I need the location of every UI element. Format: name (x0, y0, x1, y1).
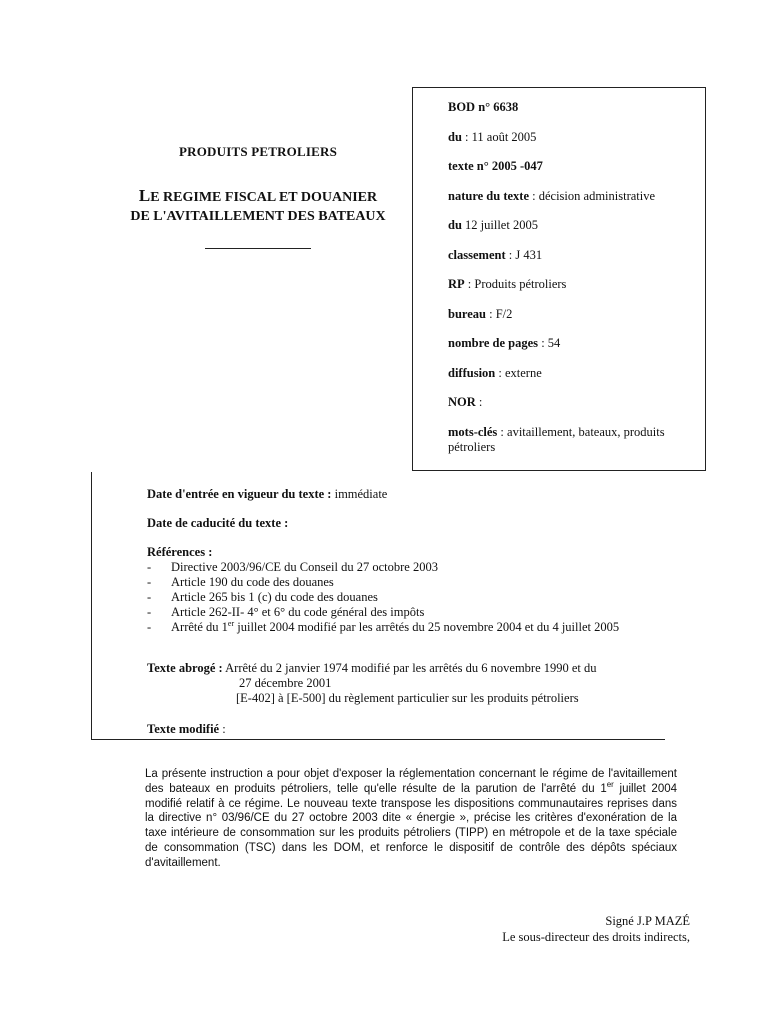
bod-date-value: : 11 août 2005 (461, 129, 537, 144)
references-heading (147, 545, 687, 560)
abrogated-line-2: 27 décembre 2001 (239, 676, 332, 690)
bod-nature (448, 189, 693, 204)
bod-pages-label: nombre de pages (448, 336, 539, 350)
reference-superscript: er (227, 618, 235, 628)
bod-diffusion-label: diffusion (448, 365, 496, 380)
bod-rp-value: : Produits pétroliers (464, 277, 567, 291)
intro-part-2: juillet 2004 modifié relatif à ce régime. Le nouveau texte transpose les dispositions communautaires reprises dans la directive n° 03/96/CE du 27 octobre 2003 dite « énergie », précise les critères d'exonération de la taxe intérieure de consommation sur les produits pétroliers (TIPP) en métropole et de la taxe spéciale de consommation (TSC) dans les DOM, et renforce le dispositif de contrôle des dépôts spéciaux d'avitaillement. (145, 782, 678, 869)
bod-pages (448, 336, 693, 351)
abrogated-label: Texte abrogé : (147, 661, 223, 675)
bod-diffusion-value: : externe (495, 365, 542, 380)
list-item: - Article 262-II- 4° et 6° du code général des impôts (147, 605, 425, 619)
abrogated-line-3: [E-402] à [E-500] du règlement particulier sur les produits pétroliers (236, 691, 579, 705)
title-initial: L (138, 186, 151, 205)
bod-bureau-label: bureau (448, 306, 486, 321)
bod-date-label: du (448, 129, 462, 144)
bod-nor (448, 395, 693, 410)
document-category: PRODUITS PETROLIERS (178, 144, 338, 159)
bod-bureau-value: : F/2 (485, 306, 513, 321)
reference-text: Article 262-II- 4° et 6° du code général des impôts (171, 605, 425, 619)
bod-nor-value: : (475, 395, 483, 409)
reference-text (171, 620, 619, 635)
signature-block (502, 913, 690, 945)
bod-keywords (448, 425, 693, 455)
entry-date-value: immédiate (331, 487, 388, 501)
intro-part-1: La présente instruction a pour objet d'exposer la réglementation concernant le régime de l'avitaillement des bateaux en produits pétroliers, telle qu'elle résulte de la parution de l'arrêté du 1 (145, 768, 677, 795)
bod-classement-value: : J 431 (505, 247, 543, 262)
bod-keywords-label: mots-clés (448, 424, 498, 439)
bod-nature-value: : décision administrative (529, 188, 656, 203)
expiry-date-label: Date de caducité du texte : (147, 516, 289, 530)
bod-nature-label: nature du texte (448, 188, 530, 203)
bod-keywords-value: : avitaillement, bateaux, produits pétroliers (448, 424, 665, 454)
info-section (147, 487, 687, 737)
reference-prefix: Arrêté du 1 (171, 620, 228, 634)
signature-line-2: Le sous-directeur des droits indirects, (502, 930, 690, 944)
list-item: - Arrêté du 1er juillet 2004 modifié par les arrêtés du 25 novembre 2004 et du 4 juillet 2005 (147, 618, 620, 634)
intro-superscript: er (606, 779, 614, 789)
modified-value: : (219, 722, 226, 736)
list-item: - Directive 2003/96/CE du Conseil du 27 octobre 2003 (147, 560, 438, 574)
abrogated-text (147, 661, 687, 676)
document-title (100, 186, 416, 226)
reference-text: Article 190 du code des douanes (171, 575, 334, 589)
bod-classement-label: classement (448, 247, 506, 262)
bod-number-label: BOD n° 6638 (448, 100, 519, 114)
bod-date (448, 130, 693, 145)
title-line-1 (100, 186, 416, 207)
expiry-date (147, 516, 687, 531)
list-item: - Article 190 du code des douanes (147, 575, 334, 589)
list-item: - Article 265 bis 1 (c) du code des douanes (147, 590, 378, 604)
bod-text-date-label: du (448, 218, 462, 232)
bod-rp-label: RP (448, 277, 465, 291)
title-line-1-text: E REGIME FISCAL ET DOUANIER (150, 190, 378, 205)
entry-date-label: Date d'entrée en vigueur du texte : (147, 487, 332, 501)
bod-diffusion (448, 366, 693, 381)
bod-texte-number (448, 159, 693, 174)
intro-paragraph (145, 767, 677, 871)
signature-line-1: Signé J.P MAZÉ (605, 914, 690, 928)
modified-label: Texte modifié (147, 722, 220, 736)
bod-rp (448, 277, 693, 292)
title-underline (205, 248, 311, 249)
reference-text: Article 265 bis 1 (c) du code des douanes (171, 590, 378, 604)
reference-suffix: juillet 2004 modifié par les arrêtés du 25 novembre 2004 et du 4 juillet 2005 (234, 620, 620, 634)
reference-text: Directive 2003/96/CE du Conseil du 27 octobre 2003 (171, 560, 438, 574)
abrogated-line-1: Arrêté du 2 janvier 1974 modifié par les arrêtés du 6 novembre 1990 et du (222, 661, 597, 675)
title-line-2: DE L'AVITAILLEMENT DES BATEAUX (130, 209, 386, 224)
modified-text (147, 722, 687, 737)
references-label: Références : (147, 545, 213, 559)
bod-nor-label: NOR (448, 395, 476, 409)
references-list (147, 560, 687, 635)
bod-pages-value: : 54 (538, 336, 561, 350)
bod-bureau (448, 307, 693, 322)
bod-number (448, 100, 693, 115)
entry-date (147, 487, 687, 502)
bod-text-date (448, 218, 693, 233)
bod-metadata-box (412, 87, 706, 471)
title-block (100, 144, 416, 249)
bod-text-date-value: 12 juillet 2005 (461, 218, 538, 232)
bod-texte-label: texte n° 2005 -047 (448, 159, 543, 173)
bod-classement (448, 248, 693, 263)
